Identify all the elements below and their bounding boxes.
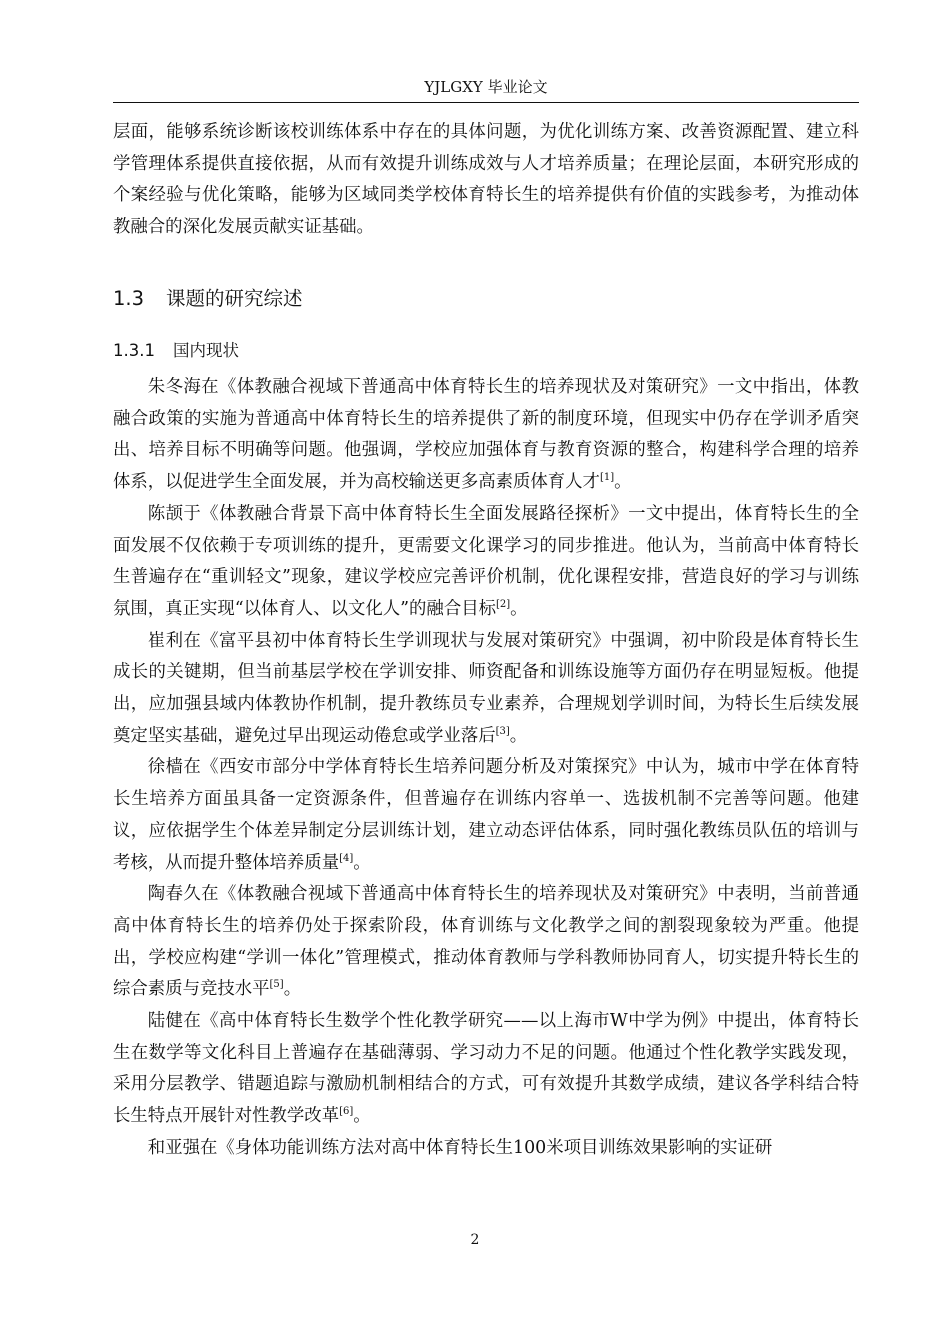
intro-block xyxy=(113,117,859,244)
paragraph-end: 。 xyxy=(353,852,371,873)
section-heading xyxy=(113,284,303,314)
subsection-title: 国内现状 xyxy=(172,341,239,360)
paragraph-text: 和亚强在《身体功能训练方法对高中体育特长生100米项目训练效果影响的实证研 xyxy=(147,1137,773,1158)
citation: [2] xyxy=(496,599,511,611)
paragraph-end: 。 xyxy=(509,725,528,746)
paragraph-text: 陆健在《高中体育特长生数学个性化教学研究——以上海市W中学为例》中提出，体育特长生在数学等文化科目上普遍存在基础薄弱、学习动力不足的问题。他通过个性化教学实践发现，采用分层教学、错题追踪与激励机制相结合的方式，可有效提升其数学成绩，建议各学科结合特长生特点开展针对性教学改革 xyxy=(113,1011,859,1127)
paragraph xyxy=(113,372,859,499)
paragraph-end: 。 xyxy=(614,472,632,493)
paragraph xyxy=(113,626,859,753)
paragraph xyxy=(113,499,859,626)
paragraph-text: 朱冬海在《体教融合视域下普通高中体育特长生的培养现状及对策研究》一文中指出，体教融合政策的实施为普通高中体育特长生的培养提供了新的制度环境，但现实中仍存在学训矛盾突出、培养目标不明确等问题。他强调，学校应加强体育与教育资源的整合，构建科学合理的培养体系，以促进学生全面发展，并为高校输送更多高素质体育人才 xyxy=(113,377,859,493)
paragraph-text: 陈颉于《体教融合背景下高中体育特长生全面发展路径探析》一文中提出，体育特长生的全面发展不仅依赖于专项训练的提升，更需要文化课学习的同步推进。他认为，当前高中体育特长生普遍存在“重训轻文”现象，建议学校应完善评价机制，优化课程安排，营造良好的学习与训练氛围，真正实现“以体育人、以文化人”的融合目标 xyxy=(113,503,859,619)
page-number: 2 xyxy=(470,1232,480,1248)
subsection-heading xyxy=(113,338,239,364)
paragraph-text: 崔利在《富平县初中体育特长生学训现状与发展对策研究》中强调，初中阶段是体育特长生成长的关键期，但当前基层学校在学训安排、师资配备和训练设施等方面仍存在明显短板。他提出，应加强县域内体教协作机制，提升教练员专业素养，合理规划学训时间，为特长生后续发展奠定坚实基础，避免过早出现运动倦怠或学业落后 xyxy=(113,630,859,746)
paragraph xyxy=(113,1133,859,1165)
citation: [4] xyxy=(339,852,354,864)
paragraph-end: 。 xyxy=(283,979,302,1000)
citation: [3] xyxy=(495,725,510,737)
citation: [6] xyxy=(339,1106,354,1118)
section-title: 课题的研究综述 xyxy=(166,287,303,310)
review-body xyxy=(113,372,859,1165)
paragraph-text: 徐樯在《西安市部分中学体育特长生培养问题分析及对策探究》中认为，城市中学在体育特长生培养方面虽具备一定资源条件，但普遍存在训练内容单一、选拔机制不完善等问题。他建议，应依据学生个体差异制定分层训练计划，建立动态评估体系，同时强化教练员队伍的培训与考核，从而提升整体培养质量 xyxy=(113,757,859,873)
paragraph xyxy=(113,1006,859,1133)
paragraph-end: 。 xyxy=(510,598,528,619)
subsection-number: 1.3.1 xyxy=(113,341,155,360)
citation: [1] xyxy=(599,472,615,484)
paragraph-end: 。 xyxy=(353,1106,371,1127)
paragraph xyxy=(113,879,859,1006)
running-header: YJLGXY 毕业论文 xyxy=(424,78,548,96)
paragraph-text: 陶春久在《体教融合视域下普通高中体育特长生的培养现状及对策研究》中表明，当前普通高中体育特长生的培养仍处于探索阶段，体育训练与文化教学之间的割裂现象较为严重。他提出，学校应构建“学训一体化”管理模式，推动体育教师与学科教师协同育人，切实提升特长生的综合素质与竞技水平 xyxy=(113,884,859,1000)
section-number: 1.3 xyxy=(113,287,145,310)
header-rule xyxy=(113,102,859,103)
citation: [5] xyxy=(269,979,284,991)
paragraph xyxy=(113,752,859,879)
intro-paragraph: 层面，能够系统诊断该校训练体系中存在的具体问题，为优化训练方案、改善资源配置、建立科学管理体系提供直接依据，从而有效提升训练成效与人才培养质量；在理论层面，本研究形成的个案经验与优化策略，能够为区域同类学校体育特长生的培养提供有价值的实践参考，为推动体教融合的深化发展贡献实证基础。 xyxy=(113,122,859,238)
